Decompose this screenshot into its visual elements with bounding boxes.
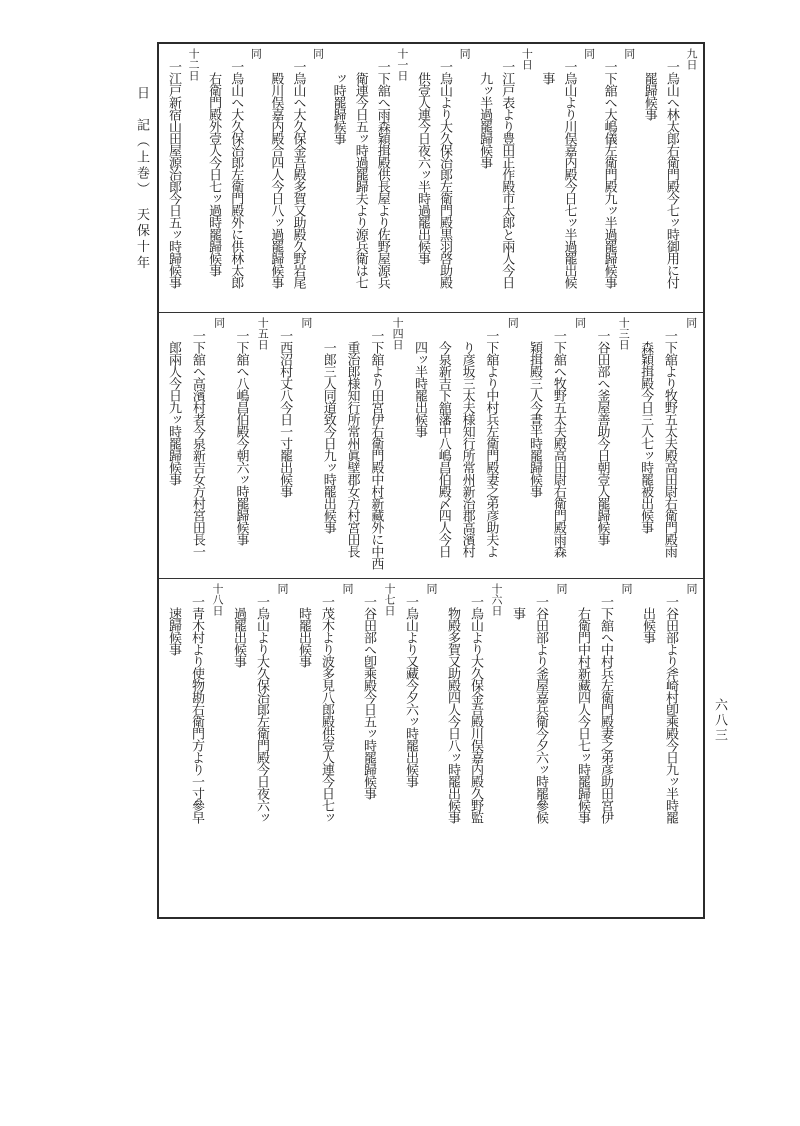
entry-date-label: 同 — [276, 583, 289, 594]
entry-line: 一下舘へ高濱村者今泉新吉女方村宮田長一 — [189, 329, 205, 557]
entry-date-label: 同 — [620, 583, 633, 594]
entry-date-label: 同 — [458, 48, 472, 59]
entry-continuation-line: 事 — [539, 72, 555, 84]
entry-continuation-line: 罷歸候事 — [641, 72, 657, 120]
register-middle — [159, 312, 703, 578]
entry-line: 一下舘より田宮伊右衛門殿中村新藏外に中西 — [368, 329, 384, 569]
entry-date-label: 同 — [425, 583, 438, 594]
entry-line: 一下舘へ牧野五太夫殿高田尉右衛門殿雨森 — [550, 329, 566, 557]
entry-date-label: 同 — [555, 583, 568, 594]
entry-line: 一谷田部へ釜屋善助今日朝壹人罷歸候事 — [594, 329, 610, 545]
entry-continuation-line: 事 — [510, 607, 525, 619]
entry-line: 一谷田部より釜屋嘉兵衛今夕六ッ時罷參候 — [533, 595, 548, 823]
entry-continuation-line: 出候事 — [640, 607, 655, 643]
running-head: 日 記（上巻） 天保十年 — [134, 86, 149, 272]
entry-date-label: 十三日 — [617, 317, 631, 350]
entry-date-label: 十二日 — [187, 48, 201, 81]
entry-date-label: 十六日 — [490, 583, 503, 616]
entry-continuation-line: 郎兩人今日九ッ時罷歸候事 — [166, 341, 181, 485]
entry-continuation-line: 過罷出候事 — [231, 607, 246, 667]
entry-date-label: 十八日 — [211, 583, 224, 616]
entry-continuation-line: 供壹人連今日夜六ッ半時過罷出候事 — [414, 72, 430, 264]
entry-continuation-line: 四ッ半時罷出候事 — [411, 341, 427, 437]
entry-line: 一烏山より大久保治郎左衛門殿今日夜六ッ — [254, 595, 269, 823]
entry-line: 一谷田部より斧崎村卽乘殿今日九ッ半時罷 — [663, 595, 678, 823]
entry-continuation-line: 殿川俣嘉内殿合四人今日八ッ過罷歸候事 — [268, 72, 284, 288]
entry-line: 一青木村より使物勘右衛門方より一寸參早 — [189, 595, 204, 823]
entry-date-label: 同 — [249, 48, 263, 59]
entry-continuation-line: 今泉新吉下舘藩中八嶋昌伯殿〆四人今日 — [435, 341, 451, 557]
entry-line: 一江戸新宿山田屋源治郎今日五ッ時歸候事 — [166, 60, 181, 288]
entry-date-label: 同 — [622, 48, 636, 59]
entry-continuation-line: 速歸候事 — [166, 607, 181, 655]
entry-line: 一茂木より波多見八郎殿供壹人連今日七ッ — [319, 595, 334, 823]
entry-line: 一烏山へ林太郎右衛門殿今七ッ時御用に付 — [663, 60, 679, 288]
entry-date-label: 十七日 — [383, 583, 396, 616]
entry-continuation-line: 重治郎様知行所常州眞壁郡女方村宮田長 — [344, 341, 360, 557]
entry-date-label: 同 — [212, 317, 226, 328]
register-bottom — [159, 578, 703, 917]
entry-line: 一下舘へ大嶋儀左衛門殿九ッ半過罷歸候事 — [601, 60, 617, 288]
entry-line: 一烏山より川俣嘉内殿今日七ッ半過罷出候 — [561, 60, 577, 288]
entry-continuation-line: 九ッ半過罷歸候事 — [477, 72, 493, 168]
entry-line: 一下舘へ八嶋昌伯殿今朝六ッ時罷歸候事 — [233, 329, 249, 545]
page-number: 六八三 — [712, 698, 727, 743]
entry-date-label: 同 — [299, 317, 313, 328]
entry-continuation-line: 物殿多賀又助殿四人今日八ッ時罷出候事 — [445, 607, 460, 823]
text-frame — [157, 42, 705, 919]
entry-line: 一烏山より大久保治郎左衛門殿黒羽啓助殿 — [437, 60, 453, 288]
entry-continuation-line: 穎揖殿三人今晝半時罷歸候事 — [527, 341, 542, 497]
entry-date-label: 同 — [311, 48, 325, 59]
entry-date-label: 同 — [582, 48, 596, 59]
entry-continuation-line: ッ時罷歸候事 — [330, 72, 346, 144]
entry-line: 一烏山へ大久保治郎左衛門殿外に供林太郎 — [228, 60, 244, 288]
entry-date-label: 十五日 — [256, 317, 270, 350]
entry-date-label: 同 — [506, 317, 520, 328]
entry-date-label: 九日 — [684, 48, 698, 70]
entry-line: 一下舘より牧野五太夫殿高田尉右衛門殿雨 — [661, 329, 677, 557]
entry-line: 一西沼村丈八今日一寸罷出候事 — [277, 329, 293, 497]
entry-continuation-line: 右衛門中村新藏四人今日七ッ時罷歸候事 — [575, 607, 590, 823]
entry-continuation-line: り彦坂三太夫様知行所常州新治郡高濱村 — [459, 341, 475, 557]
entry-continuation-line: 衛連今日五ッ時過罷歸夫より源兵衛は七 — [352, 72, 368, 288]
entry-line: 一烏山より又藏今夕六ッ時罷出候事 — [403, 595, 418, 787]
entry-continuation-line: 時罷出候事 — [296, 607, 311, 667]
entry-date-label: 十一日 — [395, 48, 409, 81]
entry-line: 一烏山より大久保金吾殿川俣嘉内殿久野監 — [468, 595, 483, 823]
entry-date-label: 同 — [684, 317, 698, 328]
entry-line: 一下舘へ雨森穎揖殿供長屋より佐野屋源兵 — [374, 60, 390, 288]
entry-line: 一下舘へ中村兵左衛門殿妻之弟彦助田宮伊 — [598, 595, 613, 823]
entry-date-label: 同 — [341, 583, 354, 594]
entry-line: 一烏山へ大久保金吾殿多賀又助殿久野岩尾 — [290, 60, 306, 288]
entry-date-label: 同 — [573, 317, 587, 328]
register-top — [159, 44, 703, 312]
entry-line: 一江戸表より豊田正作殿市太郎と兩人今日 — [499, 60, 515, 288]
entry-date-label: 同 — [685, 583, 698, 594]
entry-date-label: 十日 — [520, 48, 534, 70]
entry-line: 一下舘より中村兵左衛門殿妻之弟彦助夫よ — [483, 329, 499, 557]
entry-continuation-line: 一郎三人同道致今日九ッ時罷出候事 — [320, 341, 336, 533]
entry-continuation-line: 森穎揖殿今日三人七ッ時罷被出候事 — [638, 341, 654, 533]
entry-line: 一谷田部へ卽乘殿今日五ッ時罷歸候事 — [361, 595, 376, 799]
entry-date-label: 十四日 — [391, 317, 405, 350]
entry-continuation-line: 右衛門殿外壹人今日七ッ過時罷歸候事 — [206, 72, 222, 276]
